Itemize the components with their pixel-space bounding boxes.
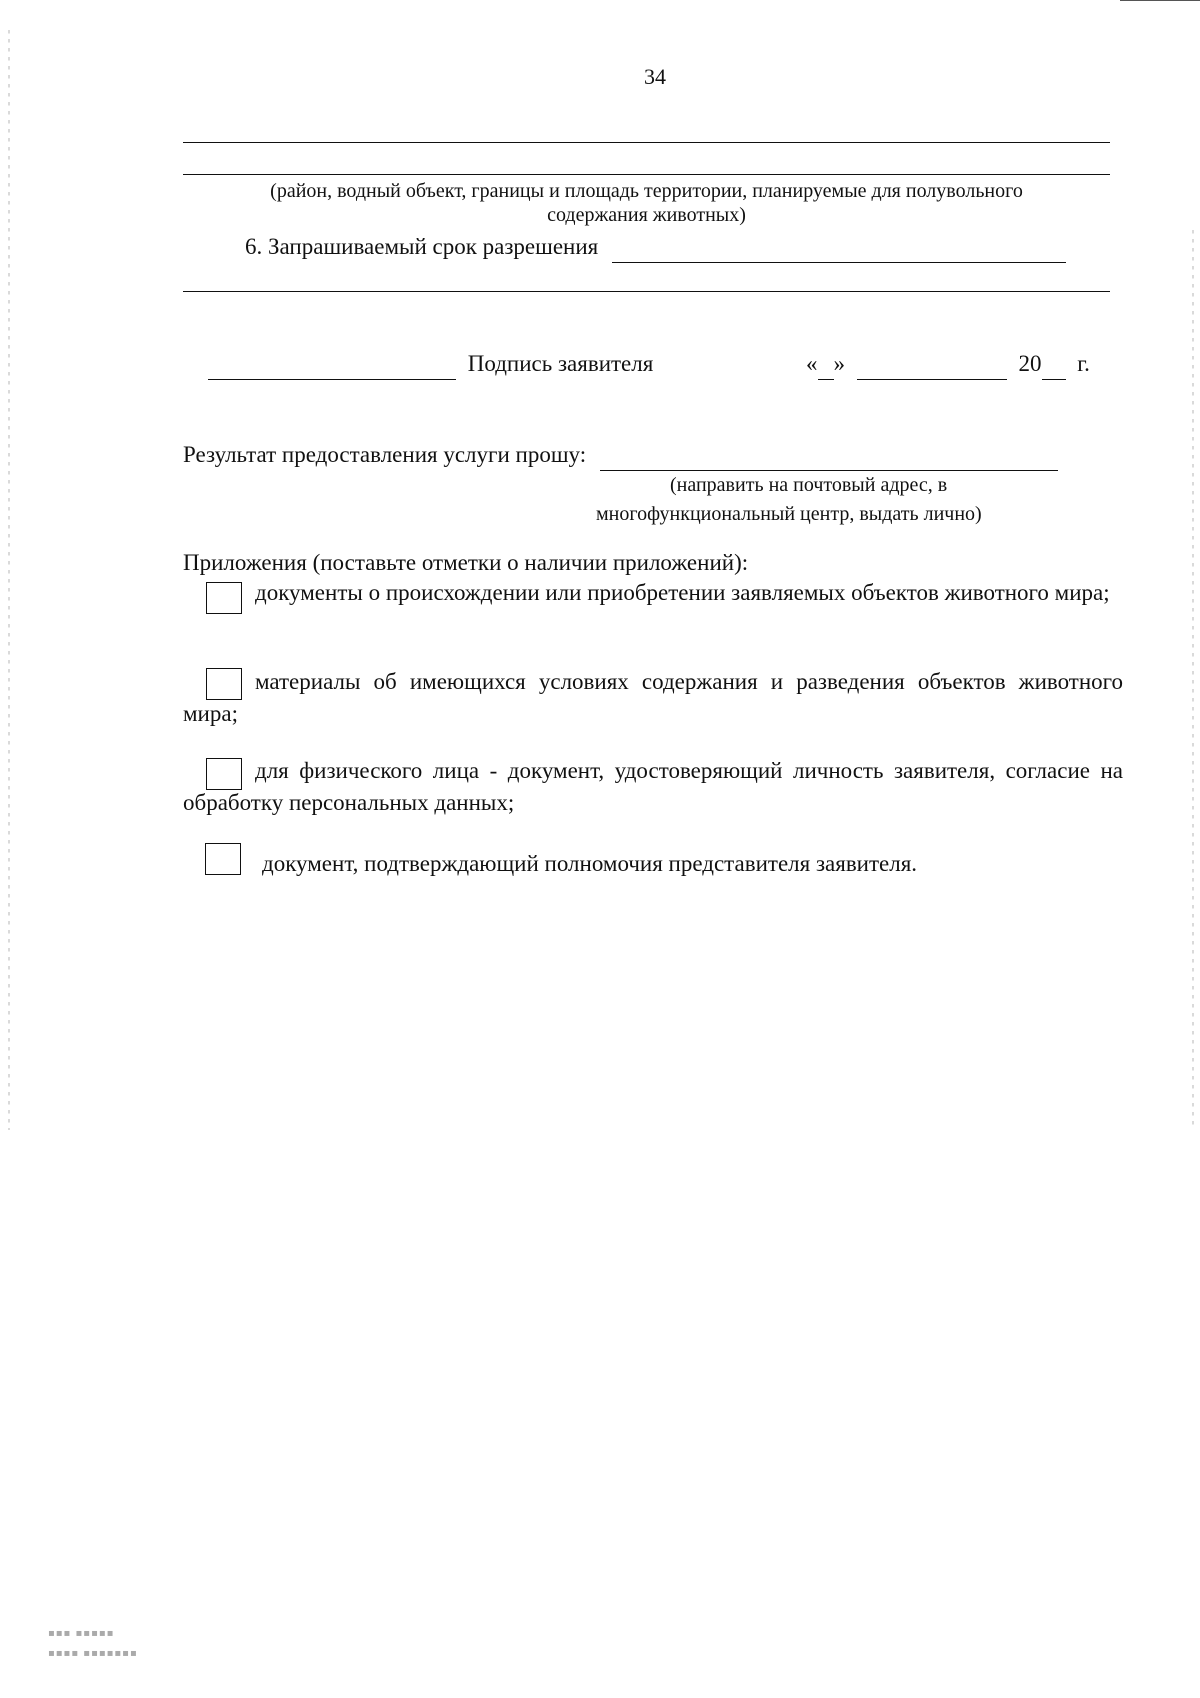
territory-caption [183, 179, 1110, 227]
territory-caption-line-2: содержания животных) [547, 204, 746, 226]
territory-blank-line-1[interactable] [183, 142, 1110, 143]
result-hint-line-2: многофункциональный центр, выдать лично) [596, 503, 982, 525]
permit-term-blank-line[interactable] [183, 291, 1110, 292]
territory-blank-line-2[interactable] [183, 174, 1110, 175]
attachment-item-1-text: документы о происхождении или приобретении заявляемых объектов животного мира; [255, 580, 1110, 605]
permit-term-row [245, 232, 1066, 263]
scan-edge-line [1120, 0, 1200, 1]
result-method-field[interactable] [600, 440, 1058, 471]
territory-caption-line-1: (район, водный объект, границы и площадь территории, планируемые для полувольного [270, 180, 1023, 202]
result-row [183, 440, 1058, 471]
result-hint-line-1: (направить на почтовый адрес, в [670, 474, 948, 496]
date-year-prefix: 20 [1018, 351, 1042, 376]
attachment-item-1 [183, 577, 1123, 609]
result-label: Результат предоставления услуги прошу: [183, 442, 587, 467]
date-month-field[interactable] [857, 349, 1007, 380]
signature-row [208, 349, 653, 380]
faint-scan-stamp-line-1: ▪▪▪ ▪▪▪▪▪ [48, 1628, 115, 1639]
attachment-item-2 [183, 666, 1123, 730]
date-year-suffix: г. [1077, 351, 1090, 376]
scan-margin-dots-left [8, 30, 10, 1130]
signature-label: Подпись заявителя [467, 351, 654, 376]
date-open-quote: « [806, 351, 818, 376]
attachment-item-2-text: материалы об имеющихся условиях содержания и разведения объектов животного мира; [183, 669, 1123, 726]
signature-date [806, 349, 1090, 380]
date-close-quote: » [833, 351, 845, 376]
attachment-checkbox-4[interactable] [205, 843, 241, 875]
attachments-heading: Приложения (поставьте отметки о наличии приложений): [183, 550, 749, 575]
attachment-item-3-text: для физического лица - документ, удостоверяющий личность заявителя, согласие на обработку персональных данных; [183, 758, 1123, 815]
signature-field[interactable] [208, 349, 456, 380]
date-year-field[interactable] [1042, 349, 1066, 380]
permit-term-label: 6. Запрашиваемый срок разрешения [245, 234, 599, 259]
scan-margin-dots-right [1192, 230, 1194, 1130]
permit-term-field[interactable] [612, 232, 1066, 263]
date-day-field[interactable] [818, 349, 834, 380]
attachment-item-4-text: документ, подтверждающий полномочия представителя заявителя. [262, 851, 918, 876]
attachment-item-3 [183, 755, 1123, 819]
faint-scan-stamp-line-2: ▪▪▪▪ ▪▪▪▪▪▪▪ [48, 1648, 138, 1659]
page-number: 34 [644, 64, 666, 89]
